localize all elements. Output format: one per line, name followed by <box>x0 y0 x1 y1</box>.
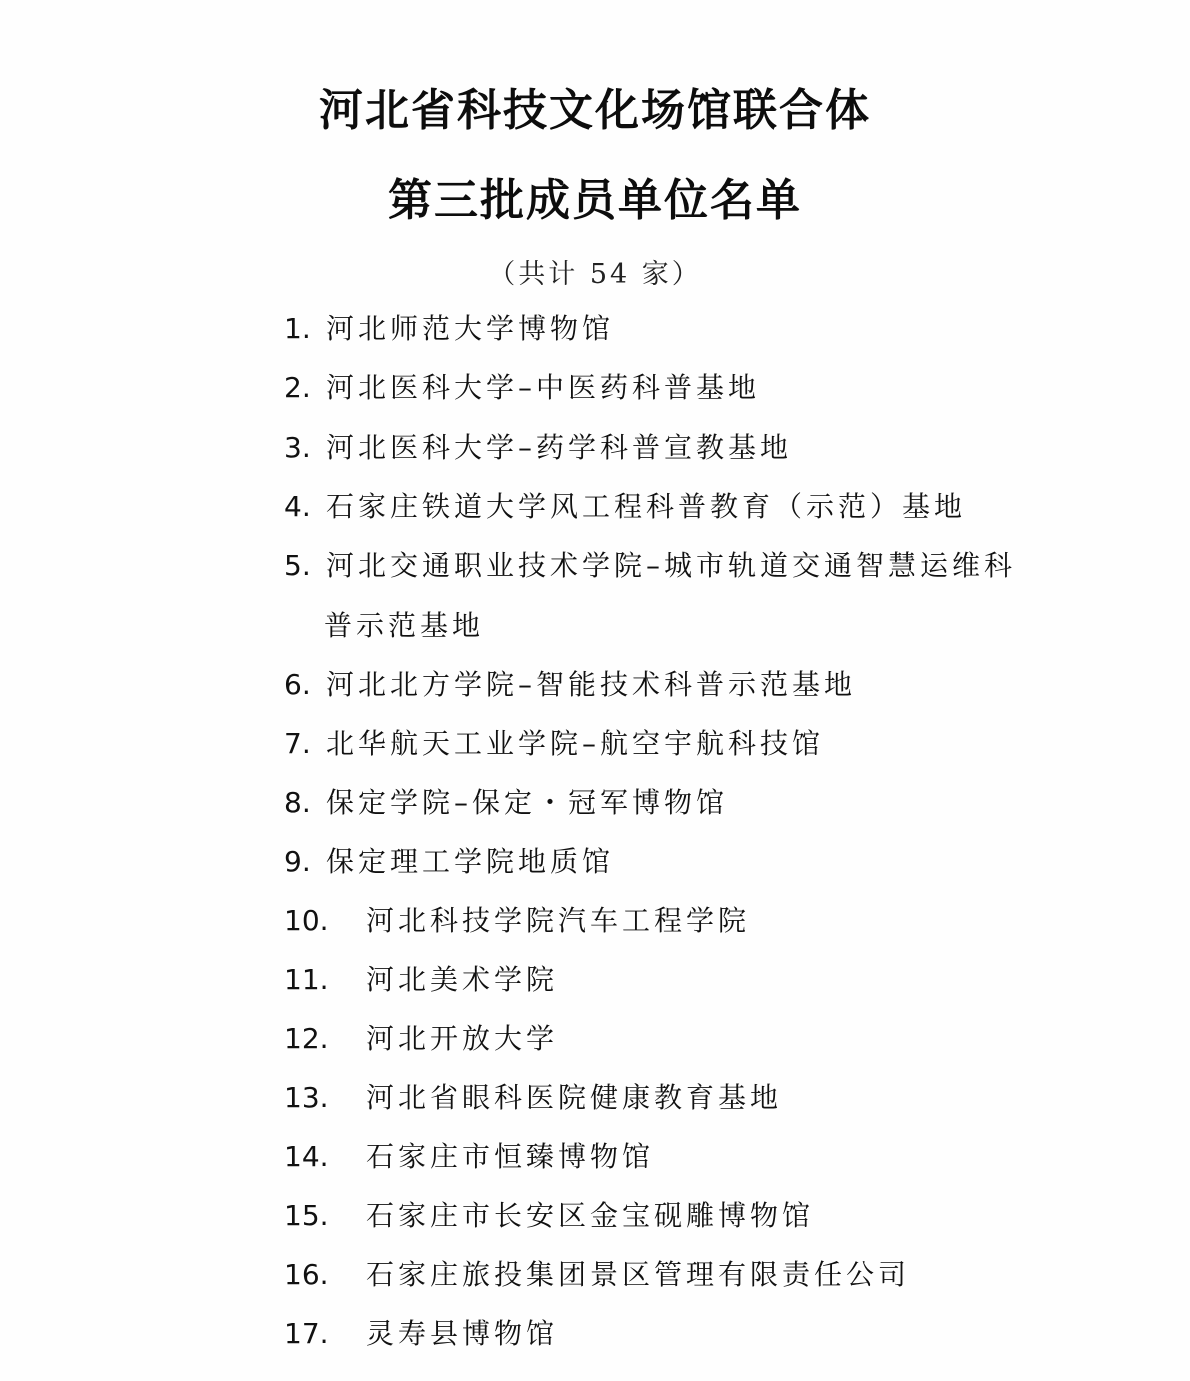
item-number: 9. <box>284 845 311 878</box>
list-item <box>284 309 614 349</box>
item-number: 10. <box>284 904 329 937</box>
list-item <box>284 546 1016 586</box>
document-subtitle: 第三批成员单位名单 <box>388 175 802 226</box>
item-text: 保定理工学院地质馆 <box>326 845 615 878</box>
item-text: 河北师范大学博物馆 <box>326 312 615 345</box>
item-number: 1. <box>284 312 311 345</box>
item-text: 石家庄旅投集团景区管理有限责任公司 <box>366 1258 911 1291</box>
item-number: 7. <box>284 727 311 760</box>
item-number: 13. <box>284 1081 329 1114</box>
item-number: 6. <box>284 668 311 701</box>
list-item <box>284 960 558 1000</box>
list-item <box>284 1255 910 1295</box>
list-item <box>284 1314 558 1354</box>
item-text: 河北省眼科医院健康教育基地 <box>366 1081 783 1114</box>
item-text: 河北交通职业技术学院–城市轨道交通智慧运维科 <box>326 549 1017 582</box>
list-item <box>284 368 760 408</box>
item-text: 北华航天工业学院–航空宇航科技馆 <box>326 727 825 760</box>
item-text: 河北北方学院–智能技术科普示范基地 <box>326 668 857 701</box>
list-item <box>284 1019 558 1059</box>
item-number: 14. <box>284 1140 329 1173</box>
item-number: 11. <box>284 963 329 996</box>
list-item <box>284 724 824 764</box>
item-number: 17. <box>284 1317 329 1350</box>
item-text: 石家庄铁道大学风工程科普教育（示范）基地 <box>326 490 967 523</box>
list-item <box>284 783 728 823</box>
item-number: 16. <box>284 1258 329 1291</box>
member-count: （共计 54 家） <box>488 259 702 290</box>
item-text: 河北科技学院汽车工程学院 <box>366 904 751 937</box>
item-number: 4. <box>284 490 311 523</box>
item-text: 河北美术学院 <box>366 963 559 996</box>
item-number: 5. <box>284 549 311 582</box>
item-text-continuation: 普示范基地 <box>324 609 485 642</box>
item-number: 12. <box>284 1022 329 1055</box>
item-text: 石家庄市恒臻博物馆 <box>366 1140 655 1173</box>
item-number: 8. <box>284 786 311 819</box>
item-number: 15. <box>284 1199 329 1232</box>
item-text: 河北医科大学–中医药科普基地 <box>326 371 761 404</box>
item-text: 灵寿县博物馆 <box>366 1317 559 1350</box>
list-item <box>284 665 856 705</box>
item-text: 石家庄市长安区金宝砚雕博物馆 <box>366 1199 815 1232</box>
list-item <box>284 428 792 468</box>
item-text: 保定学院–保定・冠军博物馆 <box>326 786 729 819</box>
list-item <box>284 842 614 882</box>
list-item <box>284 1078 782 1118</box>
document-title: 河北省科技文化场馆联合体 <box>319 85 871 136</box>
item-number: 3. <box>284 431 311 464</box>
list-item <box>284 1196 814 1236</box>
item-text: 河北开放大学 <box>366 1022 559 1055</box>
list-item <box>284 901 750 941</box>
list-item <box>284 487 966 527</box>
item-text: 河北医科大学–药学科普宣教基地 <box>326 431 793 464</box>
list-item <box>284 1137 654 1177</box>
item-number: 2. <box>284 371 311 404</box>
